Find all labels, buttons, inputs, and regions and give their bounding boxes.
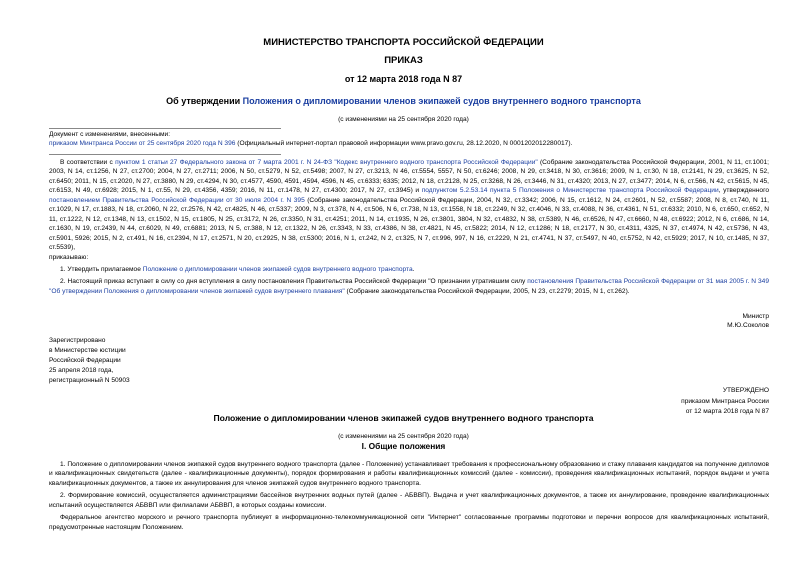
minister-name: М.Ю.Соколов xyxy=(727,322,769,330)
date-number: от 12 марта 2018 года N 87 xyxy=(344,74,463,84)
ministry-title: МИНИСТЕРСТВО ТРАНСПОРТА РОССИЙСКОЙ ФЕДЕРАЦИИ xyxy=(263,37,544,48)
changes-link[interactable]: приказом Минтранса России от 25 сентября 2020 года N 396 xyxy=(49,140,236,148)
preamble-text: (Собрание законодательства Российской Федерации, 2004, N 32, ст.3342; 2006, N 15, ст.1612, N 24, ст.2601, N 52, ст.5587; 2008, N 8, ст.740, N 11, ст.1029, N 17, ст.1883, N 18, ст.2060, N 22, ст.2576, N 42, ст.4825, N 46, ст.5337; 2009, N 3, ст.378, N 4, ст.506, N 6, ст.738, N 13, ст.1558, N 18, ст.2249, N 32, ст.4046, N 33, ст.4088, N 36, ст.4361, N 51, ст.6332; 2010, N 6, ст.650, ст.652, N 11, ст.1222, N 12, ст.1348, N 13, ст.1502, N 15, ст.1805, N 25, ст.3172, N 26, ст.3350, N 31, ст.4251; 2011, N 14, ст.1935, N 26, ст.3801, 3804, N 32, ст.4832, N 38, ст.5389, N 46, ст.6526, N 47, ст.6660, N 48, ст.6922; 2012, N 6, ст.686, N 14, ст.1630, N 19, ст.2439, N 44, ст.6029, N 49, ст.6881; 2013, N 5, ст.388, N 12, ст.1322, N 26, ст.3343, N 33, ст.4386, N 38, ст.4821, N 45, ст.5822; 2014, N 12, ст.1286; N 18, ст.2177, N 30, ст.4311, 4325, N 37, ст.4974, N 42, ст.5736, N 43, ст.5901, 5926; 2015, N 2, ст.491, N 16, ст.2394, N 17, ст.2571, N 20, ст.2925, N 38, ст.5300; 2016, N 1, ст.242, N 2, ст.325, N 7, ст.996, 997, N 16, ст.2229, N 21, ст.4741, N 37, ст.5497, N 40, ст.5752, N 42, ст.5929; 2017, N 10, ст.1485, N 37, ст.5539), xyxy=(49,196,769,252)
item2-link[interactable]: постановления Правительства Российской Федерации от 31 мая 2005 г. N 349 "Об утверждении Положения о дипломировании членов экипажей судов внутреннего плавания" xyxy=(49,278,770,295)
regulation-title: Положение о дипломировании членов экипажей судов внутреннего водного транспорта xyxy=(213,413,594,423)
preamble-text: В соответствии с xyxy=(60,159,116,166)
edition-note: (с изменениями на 25 сентября 2020 года) xyxy=(338,116,469,123)
item2-text: 2. Настоящий приказ вступает в силу со дня вступления в силу постановления Правительства Российской Федерации "О признании утратившим силу xyxy=(60,278,528,286)
preamble-text: , утвержденного xyxy=(718,187,770,195)
code-link[interactable]: пунктом 1 статьи 27 Федерального закона от 7 марта 2001 г. N 24-ФЗ "Кодекс внутреннего водного транспорта Российской Федерации" xyxy=(115,159,538,166)
paragraph: 1. Положение о дипломировании членов экипажей судов внутреннего водного транспорта (далее - Положение) устанавливает требования к профессиональному образованию и стажу плавания кандидатов на получение дипломов и квалификационных свидетельств (далее - квалификационные документы), порядок формирования и работы квалификационных комиссий (далее - комиссии), проведения квалификационных испытаний, порядок выдачи и учета квалификационных документов, а также их аннулирования для членов экипажей судов внутреннего водного транспорта. xyxy=(49,461,769,487)
regulation-edition: (с изменениями на 25 сентября 2020 года) xyxy=(338,433,469,440)
approval-line: УТВЕРЖДЕНО xyxy=(722,387,769,394)
divider xyxy=(49,154,281,155)
order-heading xyxy=(0,96,807,106)
regulation-link[interactable]: подпунктом 5.2.53.14 пункта 5 Положения о Министерстве транспорта Российской Федерации xyxy=(421,187,719,195)
approval-line: от 12 марта 2018 года N 87 xyxy=(685,408,769,415)
item1-text: 1. Утвердить прилагаемое xyxy=(60,265,143,273)
minister-title: Министр xyxy=(742,313,769,320)
section-heading: I. Общие положения xyxy=(361,441,446,451)
heading-prefix: Об утверждении xyxy=(166,96,243,106)
item2-text: (Собрание законодательства Российской Федерации, 2005, N 23, ст.2279; 2015, N 1, ст.262). xyxy=(344,287,630,295)
paragraph: Федеральное агентство морского и речного транспорта публикует в информационно-телекоммуникационной сети "Интернет" согласованные программы подготовки и перечни вопросов для квалификационных испытаний, предусмотренные настоящим Положением. xyxy=(49,514,769,531)
changes-block xyxy=(49,130,769,149)
order-verb: приказываю: xyxy=(49,253,89,261)
registration-line: регистрационный N 50903 xyxy=(49,377,130,384)
signature-block xyxy=(500,312,769,331)
registration-block xyxy=(49,336,249,386)
item1-suffix: . xyxy=(412,265,415,273)
divider xyxy=(49,128,281,129)
doc-type: ПРИКАЗ xyxy=(384,55,423,66)
registration-line: в Министерстве юстиции xyxy=(49,347,126,354)
registration-line: 25 апреля 2018 года, xyxy=(49,367,114,374)
preamble-text: (Собрание законодательства Российской Федерации, 2001, N 11, ст.1001; 2003, N 14, ст.1256, N 27, ст.2700; 2004, N 27, ст.2711; 2006, N 50, ст.5279, N 52, ст.5498; 2007, N 27, ст.3213, N 46, ст.5554, 5557, N 50, ст.6246; 2008, N 29, ст.3418, N 30, ст.3616; 2009, N 1, ст.30, N 18, ст.2141, N 29, ст.3625, N 52, ст.6450; 2011, N 15, ст.2020, N 27, ст.3880, N 29, ст.4294, N 30, ст.4577, 4590, 4591, 4594, 4596, N 45, ст.6333; 6335; 2012, N 18, ст.2128, N 25, ст.3268, N 26, ст.3446, N 31, ст.4320; 2013, N 27, ст.3477; 2014, N 6, ст.566, N 42, ст.5615, N 45, ст.6153, N 49, ст.6928; 2015, N 1, ст.55, N 29, ст.4356, 4359; 2016, N 11, ст.1478, N 27, ст.4300; 2017, N 27, ст.3945) и xyxy=(49,159,769,195)
decree-link[interactable]: постановлением Правительства Российской Федерации от 30 июля 2004 г. N 395 xyxy=(49,196,305,204)
registration-line: Зарегистрировано xyxy=(49,337,106,344)
changes-line xyxy=(49,139,769,148)
changes-tail: (Официальный интернет-портал правовой информации www.pravo.gov.ru, 28.12.2020, N 0001202012280017). xyxy=(235,140,573,148)
item1-link[interactable]: Положение о дипломировании членов экипажей судов внутреннего водного транспорта xyxy=(142,265,413,273)
changes-label: Документ с изменениями, внесенными: xyxy=(49,131,171,138)
paragraph: 2. Формирование комиссий, осуществляется администрациями бассейнов внутренних водных путей (далее - АБВВП). Выдача и учет квалификационных документов, а также их аннулирование, проведение квалификационных испытаний осуществляется АБВВП или филиалами АБВВП, в которых созданы комиссии. xyxy=(49,492,769,509)
preamble xyxy=(49,158,769,296)
registration-line: Российской Федерации xyxy=(49,357,121,364)
approval-line: приказом Минтранса России xyxy=(681,397,769,405)
heading-link[interactable]: Положения о дипломировании членов экипажей судов внутреннего водного транспорта xyxy=(242,96,641,106)
regulation-body xyxy=(49,460,769,532)
